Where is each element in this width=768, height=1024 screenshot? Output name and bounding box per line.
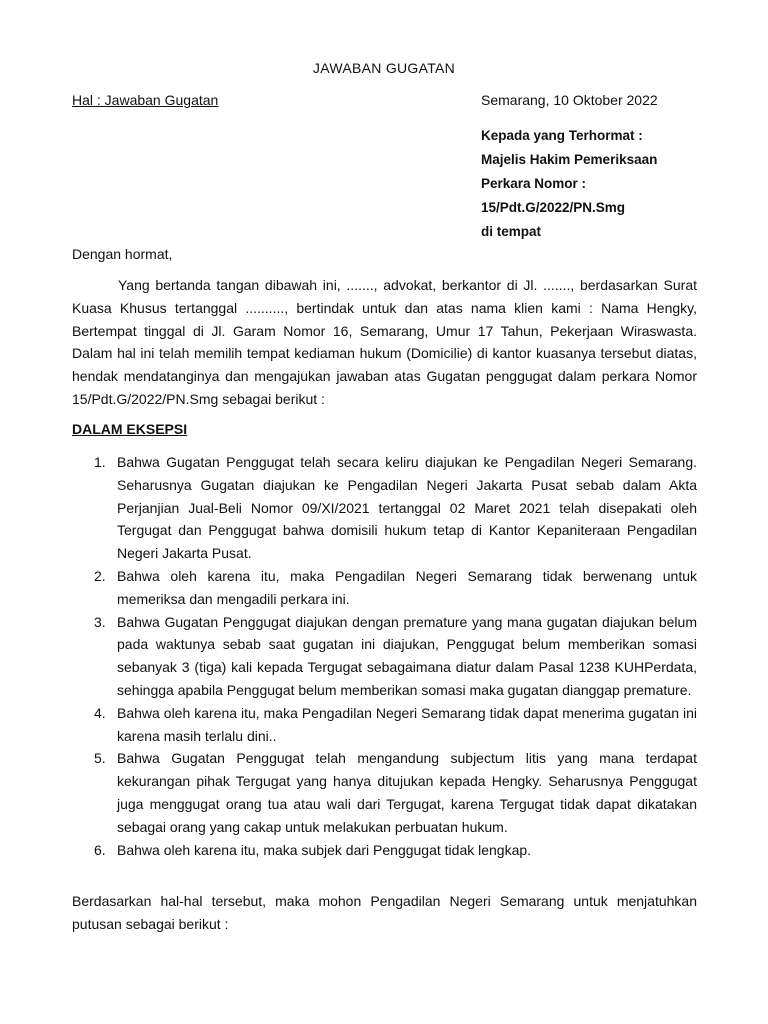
salutation: Dengan hormat,	[72, 246, 173, 262]
list-item	[72, 565, 697, 611]
section-heading: DALAM EKSEPSI	[72, 421, 188, 437]
list-item	[72, 839, 697, 862]
opening-paragraph: Yang bertanda tangan dibawah ini, ......., advokat, berkantor di Jl. ......., berdasarkan Surat Kuasa Khusus tertanggal .........., bertindak untuk dan atas nama klien kami : Nama Hengky, Bertempat tinggal di Jl. Garam Nomor 16, Semarang, Umur 17 Tahun, Pekerjaan Wiraswasta. Dalam hal ini telah memilih tempat kediaman hukum (Domicilie) di kantor kuasanya tersebut diatas, hendak mendatanginya dan mengajukan jawaban atas Gugatan penggugat dalam perkara Nomor 15/Pdt.G/2022/PN.Smg sebagai berikut :	[72, 277, 697, 407]
addressee-line: Perkara Nomor :	[481, 176, 587, 191]
addressee-line: Kepada yang Terhormat :	[481, 128, 643, 143]
list-item-text: Bahwa oleh karena itu, maka Pengadilan Negeri Semarang tidak berwenang untuk memeriksa dan mengadili perkara ini.	[117, 567, 697, 607]
subject-line: Hal : Jawaban Gugatan	[72, 92, 219, 108]
list-number: 4.	[94, 704, 106, 721]
date-line: Semarang, 10 Oktober 2022	[481, 92, 658, 108]
list-item	[72, 451, 697, 565]
addressee-line: Majelis Hakim Pemeriksaan	[481, 152, 658, 167]
addressee-block	[481, 124, 657, 244]
addressee-line: di tempat	[481, 224, 542, 239]
list-item-text: Bahwa oleh karena itu, maka Pengadilan Negeri Semarang tidak dapat menerima gugatan ini karena masih terlalu dini..	[117, 704, 697, 744]
list-number: 3.	[94, 613, 106, 630]
list-number: 2.	[94, 567, 106, 584]
exception-list	[72, 451, 697, 861]
list-item-text: Bahwa Gugatan Penggugat telah mengandung subjectum litis yang mana terdapat kekurangan pihak Tergugat yang hanya ditujukan kepada Hengky. Seharusnya Penggugat juga menggugat orang tua atau wali dari Tergugat, karena Tergugat tidak dapat dikatakan sebagai orang yang cakap untuk melakukan perbuatan hukum.	[117, 750, 697, 835]
list-number: 1.	[94, 454, 106, 470]
closing-paragraph: Berdasarkan hal-hal tersebut, maka mohon Pengadilan Negeri Semarang untuk menjatuhkan putusan sebagai berikut :	[72, 893, 697, 932]
list-number: 5.	[94, 750, 106, 767]
addressee-line: 15/Pdt.G/2022/PN.Smg	[481, 200, 626, 215]
list-item	[72, 702, 697, 748]
list-item-text: Bahwa Gugatan Penggugat diajukan dengan premature yang mana gugatan diajukan belum pada waktunya sebab saat gugatan ini diajukan, Penggugat belum memberikan somasi sebanyak 3 (tiga) kali kepada Tergugat sebagaimana diatur dalam Pasal 1238 KUHPerdata, sehingga apabila Penggugat belum memberikan somasi maka gugatan dianggap premature.	[117, 613, 697, 698]
list-item-text: Bahwa Gugatan Penggugat telah secara keliru diajukan ke Pengadilan Negeri Semarang. Seharusnya Gugatan diajukan ke Pengadilan Negeri Jakarta Pusat sebab dalam Akta Perjanjian Jual-Beli Nomor 09/XI/2021 tertanggal 02 Maret 2021 telah disepakati oleh Tergugat dan Penggugat bahwa domisili hukum tetap di Kantor Kepaniteraan Pengadilan Negeri Jakarta Pusat.	[117, 454, 697, 562]
list-item	[72, 611, 697, 702]
document-title: JAWABAN GUGATAN	[312, 60, 456, 76]
list-item-text: Bahwa oleh karena itu, maka subjek dari Penggugat tidak lengkap.	[117, 841, 532, 858]
list-item	[72, 747, 697, 838]
list-number: 6.	[94, 841, 106, 858]
